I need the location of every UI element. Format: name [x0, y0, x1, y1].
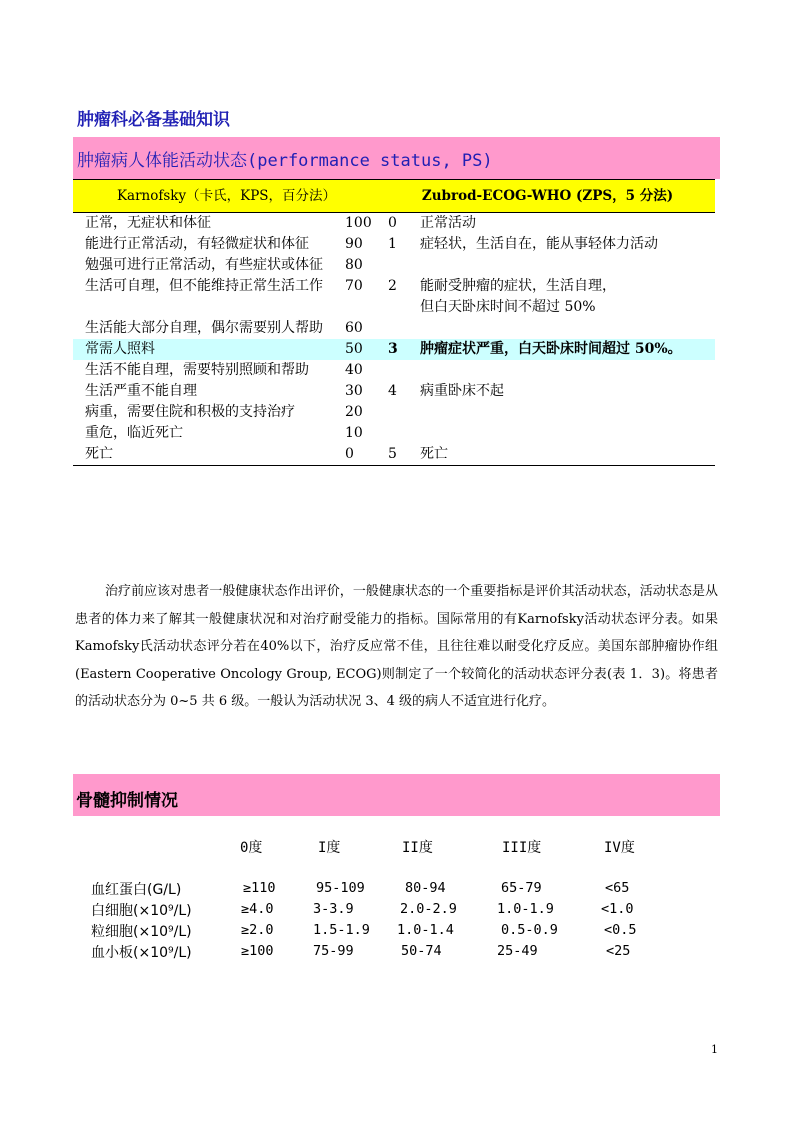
bone-marrow-value: 1.5-1.9 [313, 922, 370, 938]
ecog-description: 症轻状，生活自在，能从事轻体力活动 [420, 236, 658, 252]
bone-marrow-value: 50-74 [401, 943, 442, 959]
bone-marrow-value: 0.5-0.9 [501, 922, 558, 938]
table-row [73, 402, 715, 423]
grade-header: II度 [402, 840, 433, 856]
kps-score: 20 [345, 404, 363, 420]
ecog-description [410, 402, 715, 423]
bone-marrow-value: ≥100 [241, 943, 274, 959]
section-performance-status-title: 肿瘤病人体能活动状态(performance status, PS) [77, 151, 493, 171]
table-row [73, 381, 715, 402]
table-row [73, 444, 715, 466]
ecog-grade: 5 [380, 444, 410, 466]
ecog-grade: 1 [388, 236, 397, 252]
grade-header: 0度 [240, 840, 263, 856]
kps-description: 常需人照料 [73, 339, 335, 360]
kps-score: 60 [345, 320, 363, 336]
table-row [73, 360, 715, 381]
bone-marrow-value: 2.0-2.9 [400, 901, 457, 917]
kps-description: 勉强可进行正常活动，有些症状或体征 [85, 257, 323, 273]
bone-marrow-value: <1.0 [601, 901, 634, 917]
table-row [73, 423, 715, 444]
kps-description: 病重，需要住院和积极的支持治疗 [85, 404, 295, 420]
section-bone-marrow-title: 骨髓抑制情况 [76, 791, 178, 811]
ecog-description [410, 423, 715, 444]
page-number: 1 [711, 1043, 718, 1056]
kps-score: 100 [345, 215, 372, 231]
bone-marrow-value: 80-94 [405, 880, 446, 896]
table-row [73, 276, 715, 318]
bone-marrow-value: ≥4.0 [241, 901, 274, 917]
ecog-grade: 3 [380, 339, 410, 360]
bone-marrow-value: ≥2.0 [241, 922, 274, 938]
kps-description: 重危，临近死亡 [85, 425, 183, 441]
kps-score: 70 [345, 278, 363, 294]
kps-description: 生活能大部分自理，偶尔需要别人帮助 [85, 320, 323, 336]
kps-description: 生活不能自理，需要特别照顾和帮助 [85, 362, 309, 378]
bone-marrow-value: <0.5 [604, 922, 637, 938]
body-paragraph: 治疗前应该对患者一般健康状态作出评价，一般健康状态的一个重要指标是评价其活动状态，活动状态是从患者的体力来了解其一般健康状况和对治疗耐受能力的指标。国际常用的有Karnofsky活动状态评分表。如果 Kamofsky氏活动状态评分若在40%以下，治疗反应常不佳，且往往难以耐受化疗反应。美国东部肿瘤协作组(Eastern Cooperative Oncology Group, ECOG)则制定了一个较简化的活动状态评分表(表 1．3)。将患者的活动状态分为 0~5 共 6 级。一般认为活动状况 3、4 级的病人不适宜进行化疗。 [75, 584, 718, 709]
ecog-description: 正常活动 [420, 215, 476, 231]
kps-description: 生活严重不能自理 [85, 383, 197, 399]
ecog-description: 肿瘤症状严重，白天卧床时间超过 50%。 [410, 339, 715, 360]
kps-score: 90 [345, 236, 363, 252]
ecog-grade [380, 360, 410, 381]
kps-score: 30 [345, 383, 363, 399]
bone-marrow-value: 1.0-1.9 [497, 901, 554, 917]
grade-header: I度 [318, 840, 341, 856]
bone-marrow-value: 75-99 [313, 943, 354, 959]
ecog-header: Zubrod-ECOG-WHO (ZPS，5 分法) [380, 180, 715, 213]
ecog-grade [380, 318, 410, 339]
table-row [73, 255, 715, 276]
ecog-description: 能耐受肿瘤的症状，生活自理， 但白天卧床时间不超过 50% [420, 278, 616, 315]
kps-score: 40 [345, 362, 363, 378]
section-bone-marrow-bar [73, 774, 720, 816]
ecog-grade [380, 423, 410, 444]
ecog-description: 死亡 [410, 444, 715, 466]
bone-marrow-row-label: 血红蛋白(G/L) [91, 882, 182, 898]
kps-score: 10 [345, 425, 363, 441]
table-row [73, 339, 715, 360]
karnofsky-header: Karnofsky（卡氏，KPS，百分法） [73, 180, 380, 213]
ecog-description [410, 318, 715, 339]
bone-marrow-row-label: 粒细胞(×10⁹/L) [91, 924, 192, 940]
ecog-grade: 2 [388, 278, 397, 294]
ecog-description [410, 255, 715, 276]
ecog-grade: 0 [388, 215, 397, 231]
performance-status-table [73, 179, 715, 466]
kps-description: 死亡 [73, 444, 335, 466]
kps-description: 正常，无症状和体征 [85, 215, 211, 231]
bone-marrow-value: 95-109 [316, 880, 365, 896]
kps-score: 80 [345, 257, 363, 273]
bone-marrow-value: <65 [605, 880, 630, 896]
grade-header: III度 [502, 840, 542, 856]
bone-marrow-value: 3-3.9 [313, 901, 354, 917]
ecog-description [410, 360, 715, 381]
bone-marrow-value: 65-79 [501, 880, 542, 896]
bone-marrow-value: 25-49 [497, 943, 538, 959]
kps-description: 能进行正常活动，有轻微症状和体征 [85, 236, 309, 252]
kps-score: 0 [335, 444, 380, 466]
table-row [73, 318, 715, 339]
ecog-grade [380, 255, 410, 276]
kps-description: 生活可自理，但不能维持正常生活工作 [85, 278, 323, 294]
ecog-description: 病重卧床不起 [420, 383, 504, 399]
bone-marrow-value: 1.0-1.4 [397, 922, 454, 938]
ecog-grade [380, 402, 410, 423]
bone-marrow-value: ≥110 [243, 880, 276, 896]
bone-marrow-value: <25 [606, 943, 631, 959]
document-heading: 肿瘤科必备基础知识 [77, 110, 230, 130]
section-performance-status-bar [73, 137, 720, 179]
grade-header: IV度 [604, 840, 635, 856]
table-header-row [73, 180, 715, 213]
bone-marrow-row-label: 白细胞(×10⁹/L) [91, 903, 192, 919]
table-row [73, 213, 715, 235]
table-row [73, 234, 715, 255]
ecog-grade: 4 [388, 383, 397, 399]
bone-marrow-row-label: 血小板(×10⁹/L) [91, 945, 192, 961]
kps-score: 50 [335, 339, 380, 360]
